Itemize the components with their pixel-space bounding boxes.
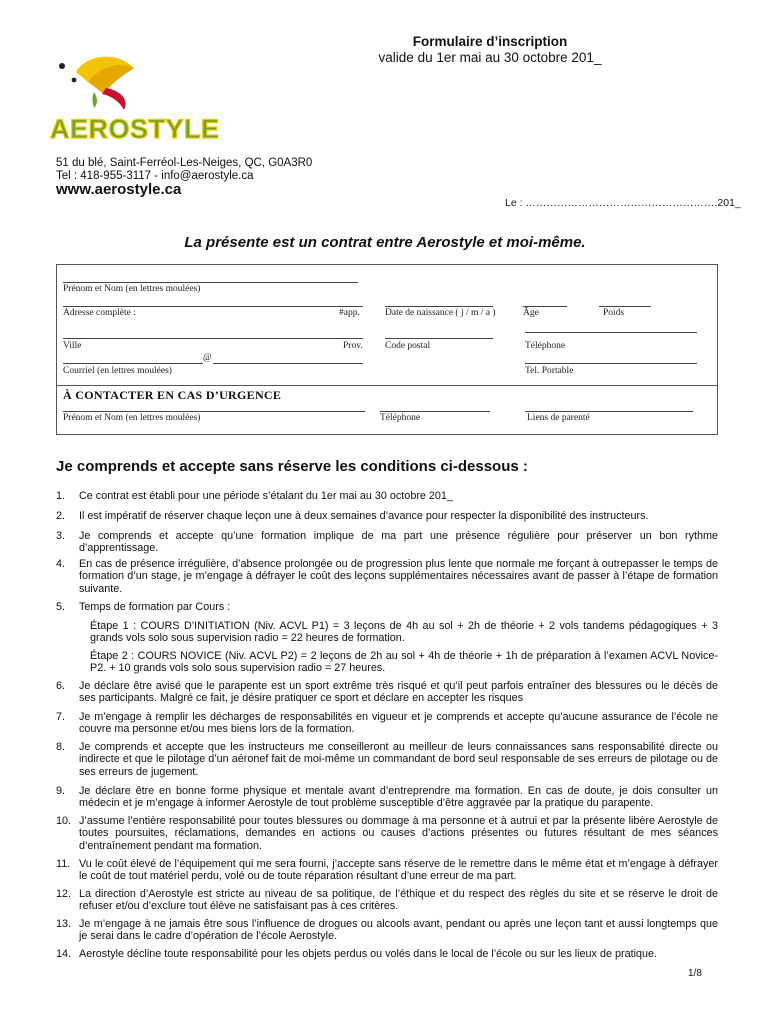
dob-label: Date de naissance ( j / m / a )	[385, 308, 496, 318]
email-domain-line[interactable]	[213, 363, 363, 364]
condition-subitem-text: Étape 2 : COURS NOVICE (Niv. ACVL P2) = 2 leçons de 2h au sol + 4h de théorie + 1h de préparation à l’examen ACVL Novice-P2. + 10 grands vols solo sous supervision radio = 27 heures.	[90, 650, 718, 675]
form-title: Formulaire d’inscription	[412, 34, 568, 49]
condition-number: 11.	[56, 858, 71, 870]
condition-text: Il est impératif de réserver chaque leçon une à deux semaines d’avance pour respecter la disponibilité des instructeurs.	[79, 510, 649, 522]
emergency-name-label: Prénom et Nom (en lettres moulées)	[63, 413, 201, 423]
contact-block	[56, 157, 312, 183]
website: www.aerostyle.ca	[56, 181, 182, 198]
condition-number: 1.	[56, 490, 66, 502]
condition-text: Aerostyle décline toute responsabilité pour les objets perdus ou volés dans le local de l’école ou sur les lieux de pratique.	[79, 948, 657, 960]
apt-label: #app.	[339, 308, 360, 318]
age-label: Âge	[523, 308, 539, 318]
phone-email: Tel : 418-955-3117 - info@aerostyle.ca	[56, 170, 254, 182]
weight-label: Poids	[603, 308, 625, 318]
mobile-label: Tel. Portable	[525, 366, 574, 376]
conditions-heading: Je comprends et accepte sans réserve les conditions ci-dessous :	[56, 458, 528, 475]
condition-number: 5.	[56, 601, 66, 613]
registration-form	[56, 264, 718, 386]
condition-number: 9.	[56, 785, 66, 797]
condition-text: Je m’engage à remplir les décharges de responsabilités en vigueur et je comprends et accepte qu’aucune assurance de l’école ne couvre ma personne et/ou mes biens lors de la formation.	[79, 711, 718, 736]
city-label: Ville	[63, 341, 82, 351]
postal-line[interactable]	[385, 338, 493, 339]
phone-line[interactable]	[525, 332, 697, 333]
condition-subitem-text: Étape 1 : COURS D’INITIATION (Niv. ACVL P1) = 3 leçons de 4h au sol + 2h de théorie + 2 vols tandems pédagogiques + 3 grands vols solo sous supervision radio = 22 heures de formation.	[90, 620, 718, 645]
condition-text: La direction d’Aerostyle est stricte au niveau de sa politique, de l’éthique et du respect des règles du site et se réserve le droit de refuser et/ou d’exclure tout élève ne satisfaisant pas à ces critères.	[79, 888, 718, 913]
condition-number: 3.	[56, 530, 66, 542]
page-number: 1/8	[688, 968, 702, 979]
name-line[interactable]	[63, 282, 358, 283]
emergency-title: À CONTACTER EN CAS D’URGENCE	[63, 388, 282, 402]
condition-text: Je déclare être avisé que le parapente est un sport extrême très risqué et qu’il peut parfois entraîner des blessures ou le décès de ses participants. Malgré ce fait, je désire pratiquer ce sport et déclare en accepter les risques	[79, 680, 718, 705]
condition-number: 14.	[56, 948, 72, 960]
emergency-phone-label: Téléphone	[380, 413, 421, 423]
condition-number: 13.	[56, 918, 72, 930]
dob-line[interactable]	[385, 306, 493, 307]
emergency-contact-section	[56, 384, 718, 435]
condition-text: Je comprends et accepte que les instructeurs me conseilleront au meilleur de leurs connaissances sans responsabilité directe ou indirecte et que le pilotage d’un aéronef fait de moi-même un commandant de bord seul responsable de ses erreurs de pilotage ou de ses erreurs de jugement.	[79, 741, 718, 778]
condition-text: J’assume l’entière responsabilité pour toutes blessures ou dommage à ma personne et à autrui et par la présente libère Aerostyle de toutes poursuites, réclamations, demandes en actions ou causes d’actions présentes ou futures résultant de mes séances d’entraînement pendant ma formation.	[79, 815, 718, 852]
condition-number: 8.	[56, 741, 66, 753]
aerostyle-logo	[46, 50, 246, 145]
prov-label: Prov.	[343, 341, 363, 351]
form-title-block	[360, 34, 620, 66]
weight-line[interactable]	[599, 306, 651, 307]
condition-number: 2.	[56, 510, 66, 522]
email-user-line[interactable]	[63, 363, 203, 364]
address: 51 du blé, Saint-Ferréol-Les-Neiges, QC, G0A3R0	[56, 157, 313, 169]
emergency-relation-line[interactable]	[525, 411, 693, 412]
address-label: Adresse complète :	[63, 308, 136, 318]
contract-statement: La présente est un contrat entre Aerostyle et moi-même.	[184, 234, 586, 251]
condition-number: 10.	[56, 815, 72, 827]
mobile-line[interactable]	[525, 363, 697, 364]
condition-text: Vu le coût élevé de l’équipement qui me sera fourni, j’accepte sans réserve de le remettre dans le même état et m’engage à défrayer le coût de tout matériel perdu, volé ou de toute réparation résultant d’une erreur de ma part.	[79, 858, 718, 883]
email-at: @	[203, 353, 212, 363]
form-validity: valide du 1er mai au 30 octobre 201_	[378, 50, 602, 65]
email-label: Courriel (en lettres moulées)	[63, 366, 172, 376]
condition-number: 7.	[56, 711, 66, 723]
name-label: Prénom et Nom (en lettres moulées)	[63, 284, 201, 294]
emergency-phone-line[interactable]	[380, 411, 490, 412]
address-line[interactable]	[63, 306, 363, 307]
age-line[interactable]	[523, 306, 567, 307]
date-field[interactable]: Le : ……………………………………………….201_	[505, 197, 741, 209]
condition-text: Je m’engage à ne jamais être sous l’influence de drogues ou alcools avant, pendant ou après une leçon tant et aussi longtemps que je serai dans le cadre d’opération de l’école Aerostyle.	[79, 918, 718, 943]
condition-text: Temps de formation par Cours :	[79, 601, 231, 613]
paraglider-logo-icon	[46, 50, 246, 145]
condition-number: 12.	[56, 888, 72, 900]
emergency-name-line[interactable]	[63, 411, 365, 412]
condition-text: En cas de présence irrégulière, d’absence prolongée ou de progression plus lente que normale me forçant à outrepasser le temps de formation d’un stage, je m’engage à défrayer le coût des leçons supplémentaires nécessaires avant de passer à l’étape de formation suivante.	[79, 558, 718, 595]
emergency-relation-label: Liens de parenté	[527, 413, 590, 423]
phone-label: Téléphone	[525, 341, 566, 351]
city-line[interactable]	[63, 338, 363, 339]
logo-wordmark: AEROSTYLE	[50, 114, 220, 144]
condition-text: Je comprends et accepte qu’une formation implique de ma part une présence régulière pour préserver un bon rythme d’apprentissage.	[79, 530, 718, 555]
condition-text: Ce contrat est établi pour une période s’étalant du 1er mai au 30 octobre 201_	[79, 490, 453, 502]
postal-label: Code postal	[385, 341, 431, 351]
condition-text: Je déclare être en bonne forme physique et mentale avant d’entreprendre ma formation. En cas de doute, je dois consulter un médecin et je m’engage à informer Aerostyle de tout problème susceptible d’être aggravée par la pratique du parapente.	[79, 785, 718, 810]
condition-number: 6.	[56, 680, 66, 692]
condition-number: 4.	[56, 558, 66, 570]
